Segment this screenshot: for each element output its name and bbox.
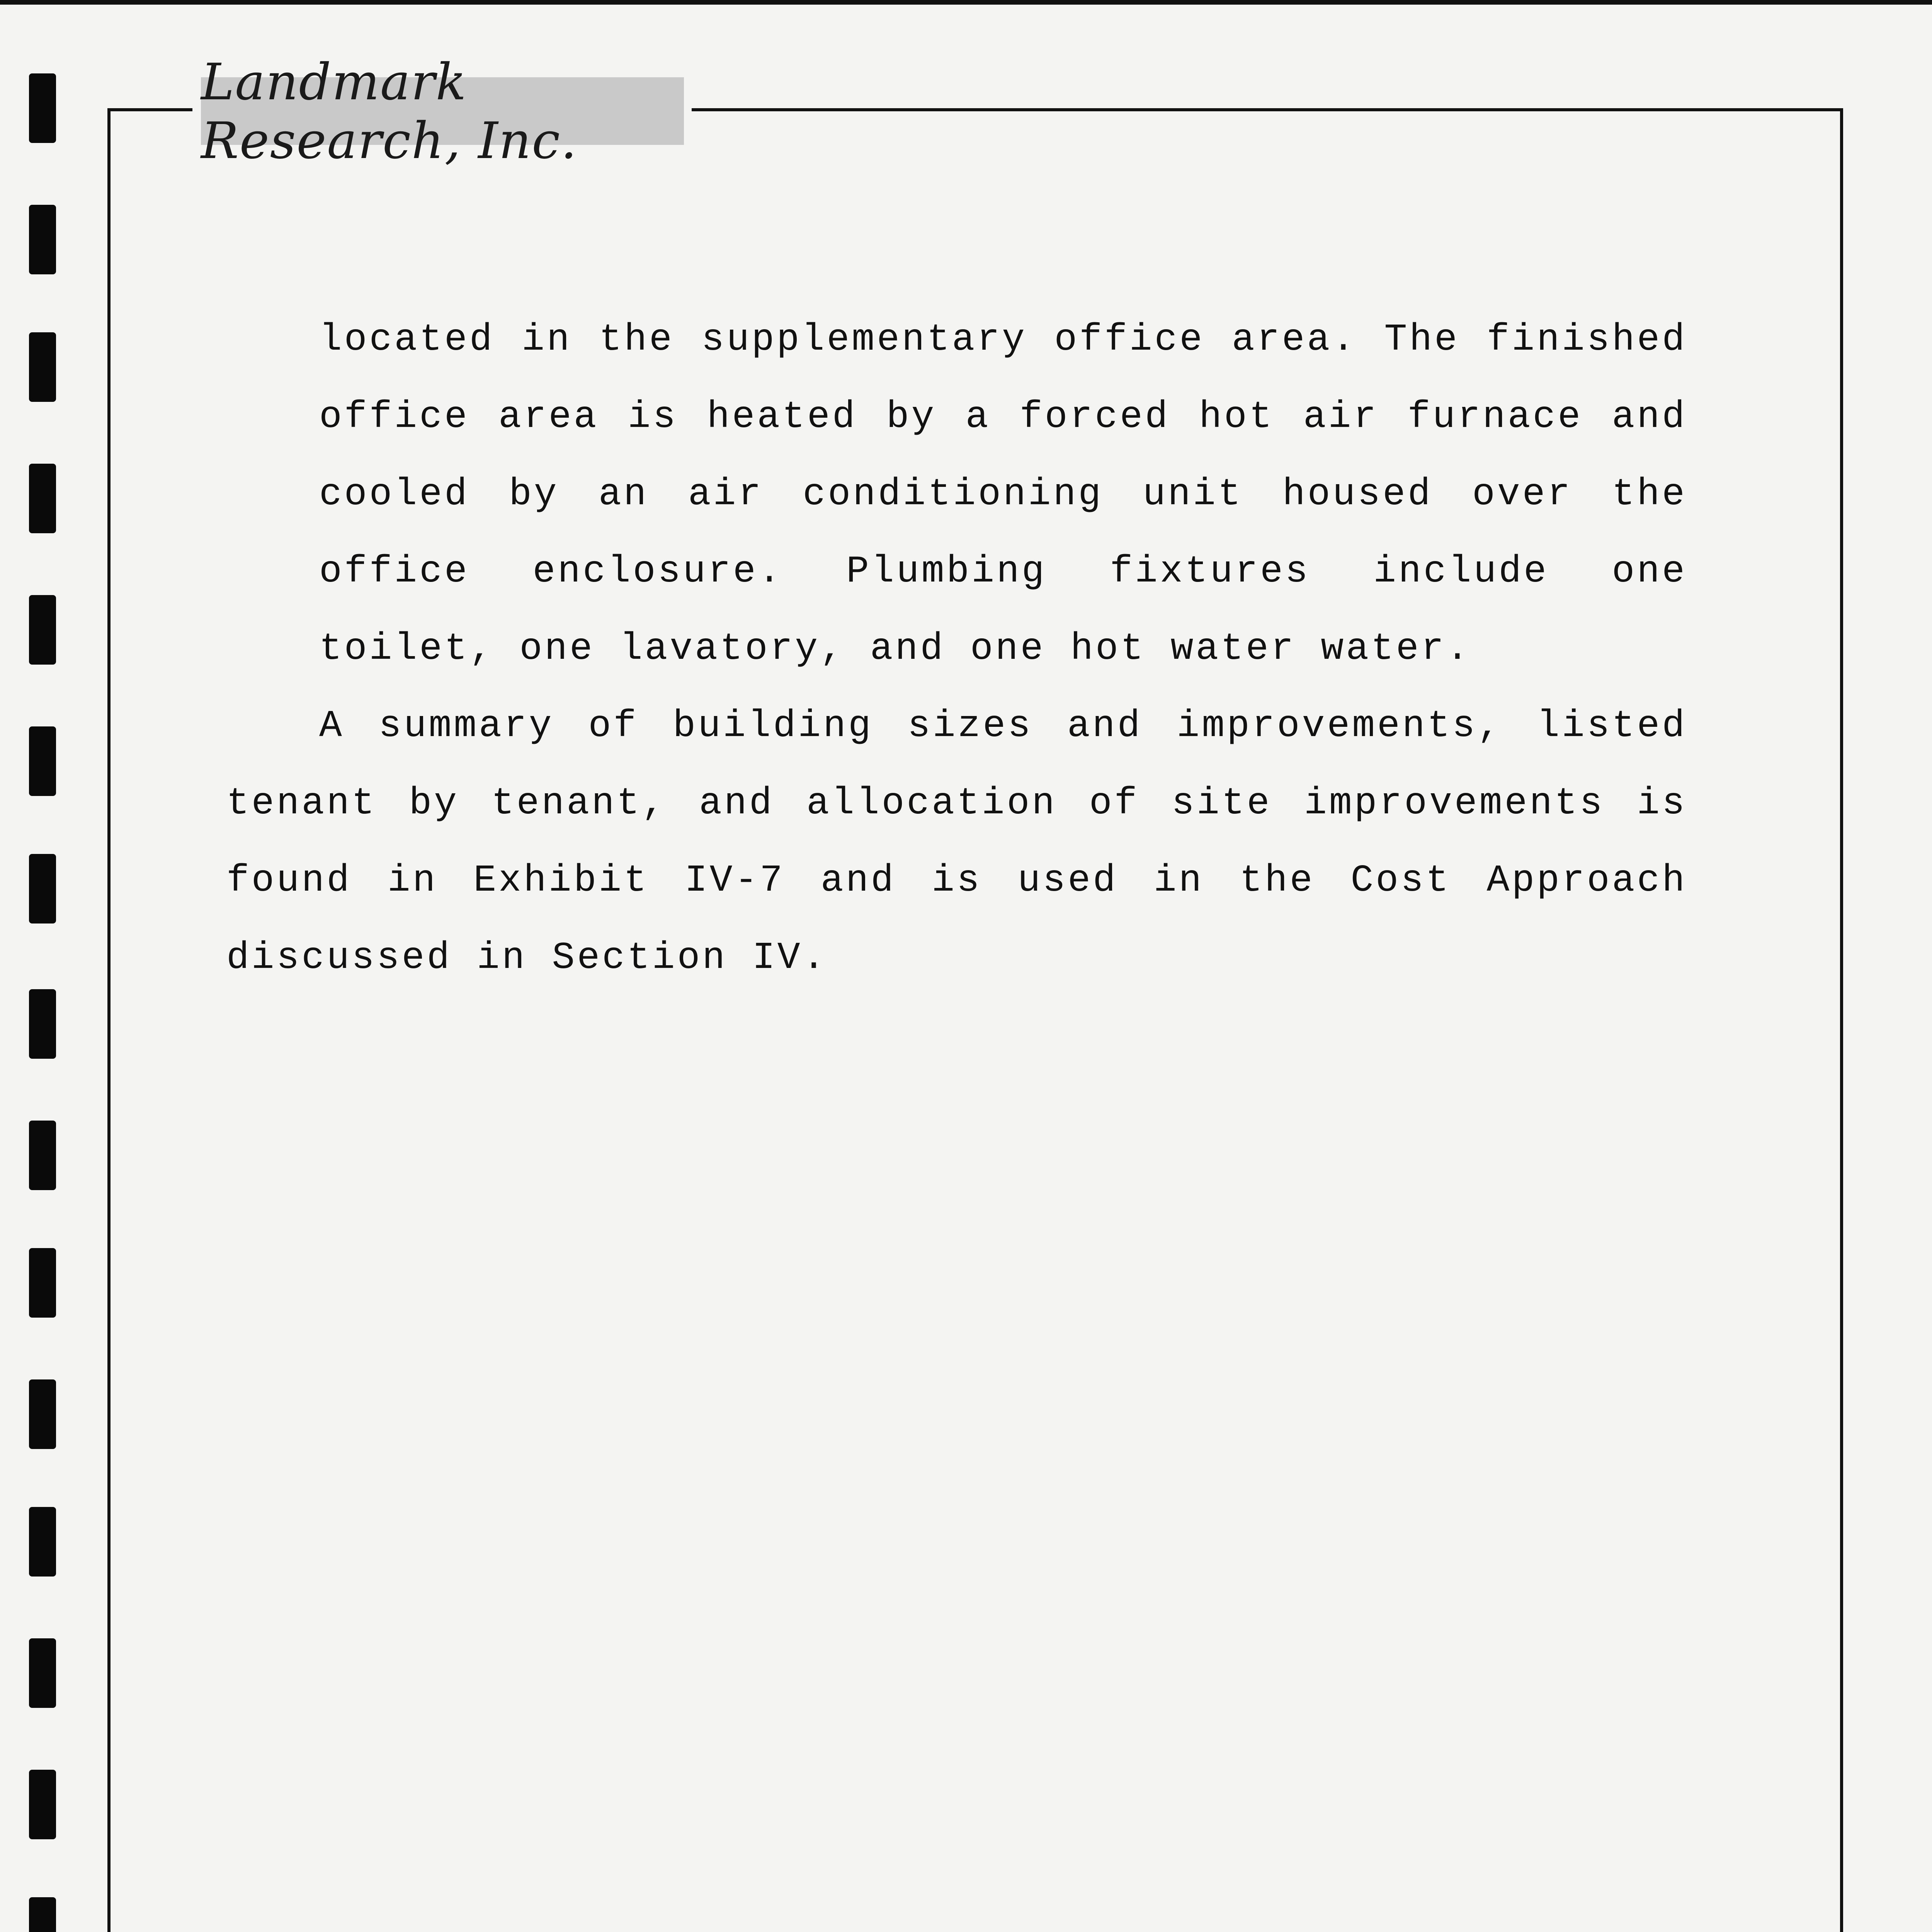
frame-top-right [692, 108, 1843, 111]
binder-hole [29, 205, 56, 274]
company-logo: Landmark Research, Inc. [201, 77, 684, 145]
paragraph: located in the supplementary office area. The finished office area is heated by a forced hot air furnace and cooled by an air conditioning unit housed over the office enclosure. Plumbing fixtures include one toilet, one lavatory, and one hot water water. [319, 318, 1687, 670]
binder-hole [29, 1121, 56, 1190]
binder-hole [29, 726, 56, 796]
frame-left [107, 108, 111, 1932]
frame-top-left [107, 108, 192, 111]
body-text [226, 301, 1687, 997]
binder-hole [29, 854, 56, 923]
binder-hole [29, 1248, 56, 1318]
binder-hole [29, 1507, 56, 1577]
scan-top-edge [0, 0, 1932, 5]
binder-hole [29, 464, 56, 533]
binder-hole [29, 73, 56, 143]
binder-hole [29, 332, 56, 402]
binder-hole [29, 1897, 56, 1932]
binder-hole [29, 1638, 56, 1708]
binder-hole [29, 1379, 56, 1449]
frame-right [1840, 108, 1843, 1932]
paragraph: A summary of building sizes and improvements, listed tenant by tenant, and allocation of site improvements is found in Exhibit IV-7 and is used in the Cost Approach discussed in Section IV. [226, 705, 1687, 980]
binder-hole [29, 595, 56, 665]
binder-hole [29, 989, 56, 1059]
binder-hole [29, 1770, 56, 1839]
